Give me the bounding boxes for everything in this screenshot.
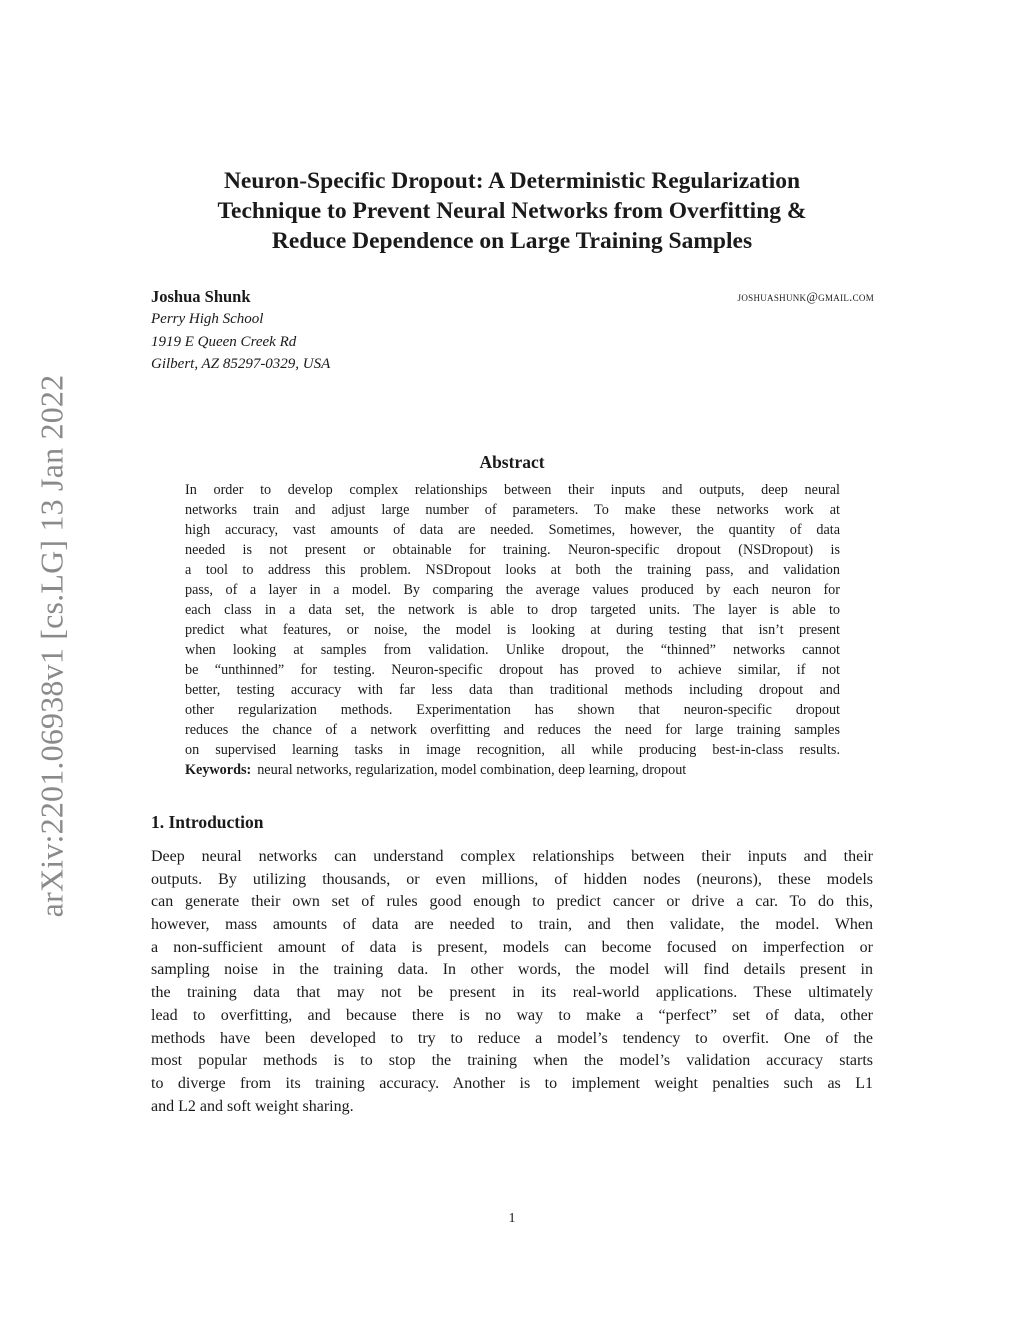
abstract-line: when looking at samples from validation. Unlike dropout, the “thinned” networks cannot (185, 642, 840, 658)
abstract-line: better, testing accuracy with far less data than traditional methods including dropout and (185, 682, 840, 698)
abstract-heading: Abstract (479, 452, 545, 472)
abstract-line: In order to develop complex relationships between their inputs and outputs, deep neural (185, 482, 840, 498)
author-block (151, 286, 330, 376)
intro-line: outputs. By utilizing thousands, or even millions, of hidden nodes (neurons), these models (151, 870, 873, 888)
title-line: Neuron-Specific Dropout: A Deterministic Regularization (223, 168, 801, 194)
introduction-body (151, 846, 873, 1118)
intro-line: can generate their own set of rules good enough to predict cancer or drive a car. To do this, (151, 893, 873, 911)
intro-line: methods have been developed to try to reduce a model’s tendency to overfit. One of the (151, 1029, 873, 1047)
abstract-line: reduces the chance of a network overfitting and reduces the need for large training samples (185, 722, 840, 738)
abstract-line: predict what features, or noise, the model is looking at during testing that isn’t present (185, 622, 840, 638)
intro-line: to diverge from its training accuracy. Another is to implement weight penalties such as L1 (151, 1074, 873, 1092)
affiliation-line: 1919 E Queen Creek Rd (151, 333, 297, 350)
abstract-line: high accuracy, vast amounts of data are needed. Sometimes, however, the quantity of data (185, 522, 840, 538)
abstract-body (185, 480, 840, 780)
keywords-list: neural networks, regularization, model combination, deep learning, dropout (257, 762, 687, 778)
page-number: 1 (508, 1211, 516, 1226)
abstract-line: pass, of a layer in a model. By comparing the average values produced by each neuron for (185, 582, 840, 598)
affiliation-line: Gilbert, AZ 85297-0329, USA (151, 356, 331, 372)
abstract-line: a tool to address this problem. NSDropout looks at both the training pass, and validation (185, 562, 840, 578)
abstract-line: be “unthinned” for testing. Neuron-specific dropout has proved to achieve similar, if not (185, 662, 840, 678)
paper-title (120, 166, 904, 256)
arxiv-identifier-stamp: arXiv:2201.06938v1 [cs.LG] 13 Jan 2022 (33, 374, 70, 918)
abstract-line: each class in a data set, the network is able to drop targeted units. The layer is able to (185, 602, 840, 618)
intro-line: the training data that may not be present in its real-world applications. These ultimately (151, 984, 873, 1002)
title-line: Technique to Prevent Neural Networks from Overfitting & (217, 198, 807, 224)
keywords-line (185, 760, 840, 780)
intro-line: lead to overfitting, and because there is no way to make a “perfect” set of data, other (151, 1006, 873, 1024)
intro-line: and L2 and soft weight sharing. (151, 1097, 354, 1115)
intro-line: sampling noise in the training data. In other words, the model will find details present in (151, 961, 873, 979)
intro-line: Deep neural networks can understand complex relationships between their inputs and their (151, 848, 873, 865)
title-line: Reduce Dependence on Large Training Samples (271, 228, 753, 254)
abstract-line: needed is not present or obtainable for training. Neuron-specific dropout (NSDropout) is (185, 542, 840, 558)
affiliation-line: Perry High School (151, 311, 264, 327)
intro-line: however, mass amounts of data are needed to train, and then validate, the model. When (151, 916, 873, 934)
intro-line: most popular methods is to stop the training when the model’s validation accuracy starts (151, 1052, 873, 1070)
author-name: Joshua Shunk (151, 287, 251, 306)
intro-line: a non-sufficient amount of data is present, models can become focused on imperfection or (151, 938, 873, 956)
abstract-line: on supervised learning tasks in image recognition, all while producing best-in-class results. (185, 742, 840, 758)
section-heading-introduction: 1. Introduction (151, 812, 264, 832)
author-email: joshuashunk@gmail.com (737, 290, 874, 304)
abstract-line: networks train and adjust large number of parameters. To make these networks work at (185, 502, 840, 518)
abstract-line: other regularization methods. Experimentation has shown that neuron-specific dropout (185, 702, 840, 718)
keywords-label: Keywords: (185, 762, 252, 778)
